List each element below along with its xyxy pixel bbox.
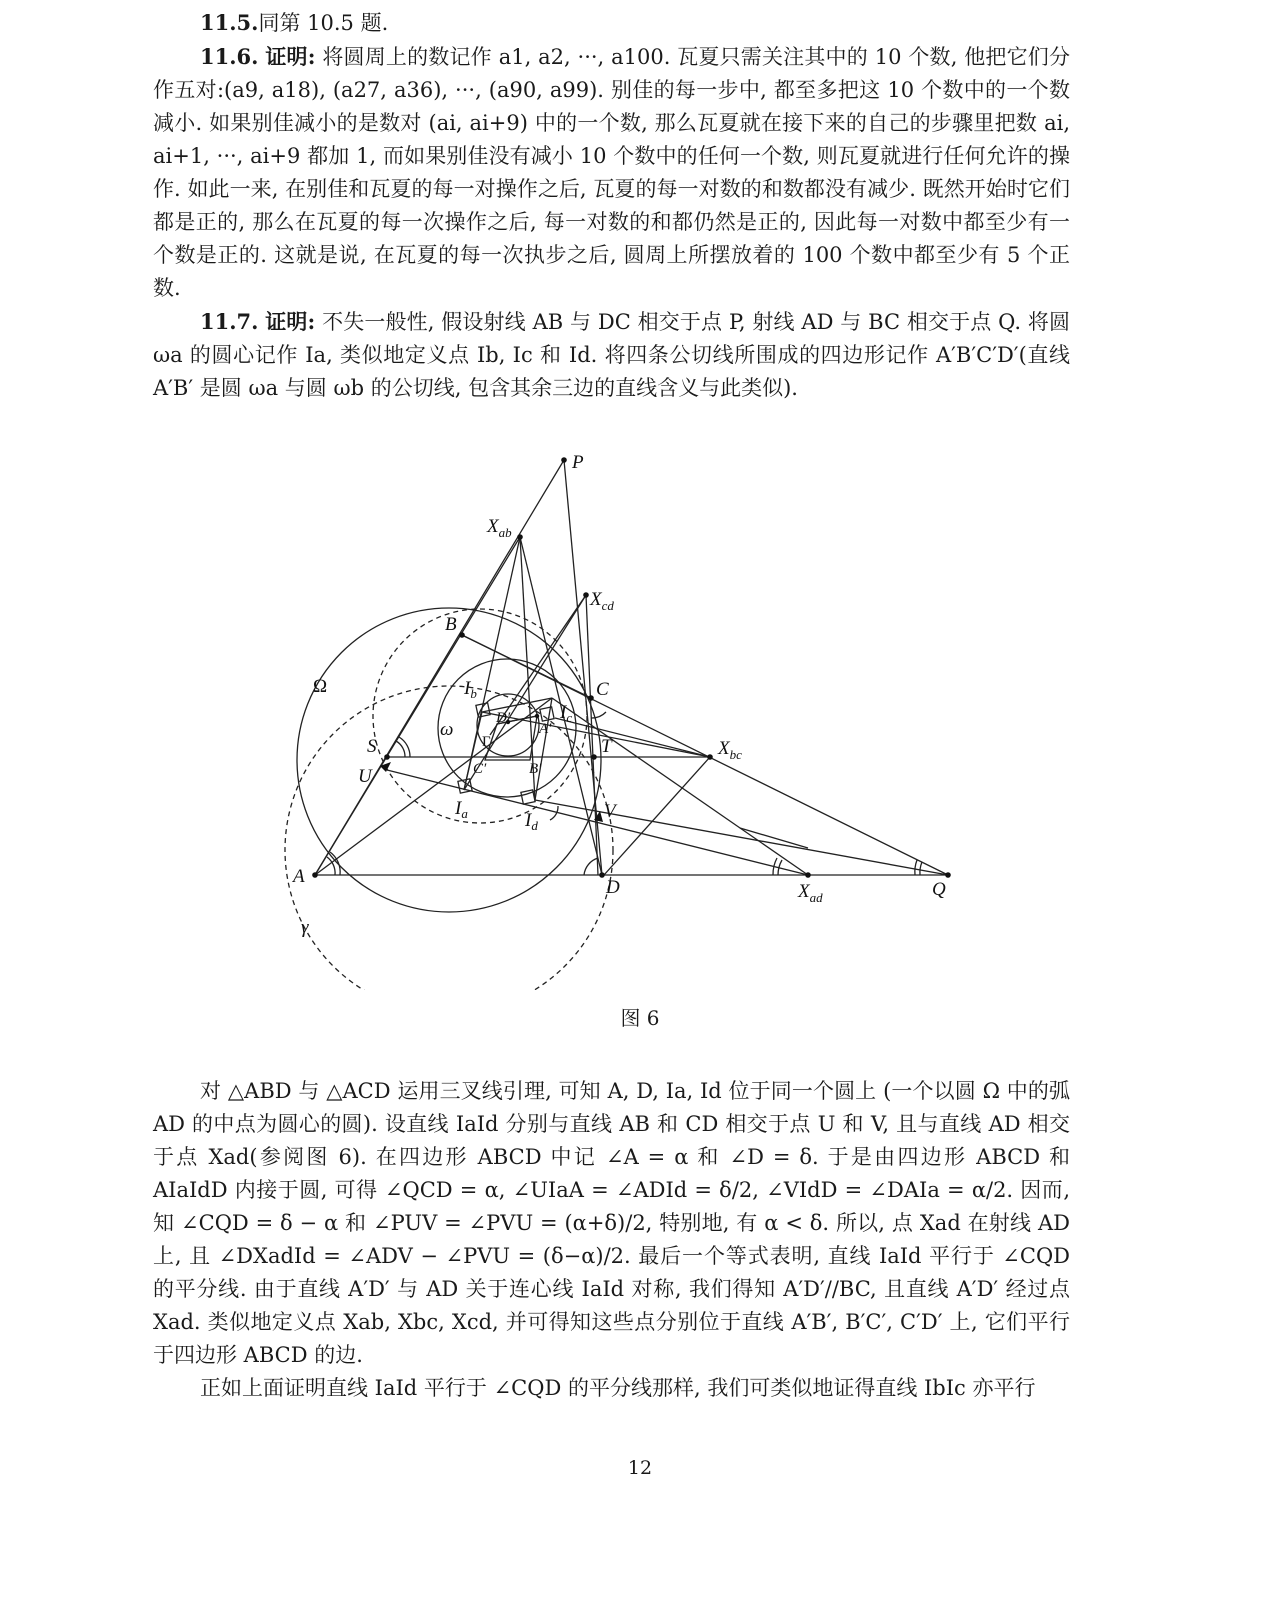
proof-lead: 证明: <box>265 44 316 69</box>
line-Ib-Ic <box>482 698 552 712</box>
problem-label: 11.6. <box>200 44 259 69</box>
point-B <box>459 632 465 638</box>
label-Xbc <box>717 738 742 762</box>
label-Omega: Ω <box>313 676 328 697</box>
problem-label: 11.5. <box>200 10 259 35</box>
right-angle-mark <box>521 790 535 804</box>
label-Ia <box>454 798 468 821</box>
page-number: 12 <box>627 1457 653 1479</box>
label-Id <box>524 810 538 833</box>
label-Ib <box>463 678 477 701</box>
angle-arc <box>920 862 922 875</box>
point-Xbc <box>707 754 713 760</box>
bottom-text-block <box>153 1075 1070 1405</box>
label-B: B <box>445 614 457 635</box>
top-text-block <box>153 6 1070 405</box>
circle-inner-outer <box>438 659 576 797</box>
geometry-figure <box>0 430 1280 990</box>
label-text: X <box>590 589 602 610</box>
label-Xab <box>486 516 512 540</box>
line-Xbc-Ib <box>482 712 710 757</box>
label-A: A <box>293 866 305 887</box>
label-text: I <box>525 810 532 831</box>
label-Ap: A′ <box>539 721 552 737</box>
label-Cp: C′ <box>473 761 487 777</box>
label-Dp: D′ <box>496 710 511 726</box>
point-Q <box>945 872 951 878</box>
label-D: D <box>606 877 620 898</box>
point-Xab <box>517 534 523 540</box>
point-A <box>312 872 318 878</box>
line-A-Ic <box>315 698 552 875</box>
proof-lead: 证明: <box>265 309 316 334</box>
inner-quadrilateral <box>485 716 537 760</box>
label-P: P <box>572 452 584 473</box>
label-Bp: B′ <box>529 761 542 777</box>
point-S <box>384 754 390 760</box>
label-Gamma: Γ <box>482 734 491 750</box>
paragraph-11-7 <box>153 305 1070 405</box>
label-sub: b <box>470 686 477 701</box>
label-text: I <box>464 678 471 699</box>
label-text: I <box>560 702 567 723</box>
figure-caption: 图 6 <box>620 1006 660 1030</box>
line-Ic-Id <box>535 698 552 800</box>
label-sub: a <box>461 806 468 821</box>
label-sub: ab <box>498 525 512 540</box>
paragraph-body: 不失一般性, 假设射线 AB 与 DC 相交于点 P, 射线 AD 与 BC 相交于点 Q. 将圆 ωa 的圆心记作 Ia, 类似地定义点 Ib, Ic 和 Id. 将四条公切线所围成的四边形记作 A′B′C′D′(直线 A′B′ 是圆 ωa 与圆 ωb 的公切线, 包含其余三边的直线含义与此类似). <box>153 310 1070 400</box>
line-Xab-A <box>315 537 520 875</box>
figure-svg <box>0 430 1280 990</box>
point-Ap <box>535 714 539 718</box>
label-sub: cd <box>601 598 614 613</box>
point-D <box>599 872 605 878</box>
label-text: I <box>455 798 462 819</box>
line-Ib-Ia <box>464 712 482 790</box>
point-Xad <box>805 872 811 878</box>
angle-arc <box>915 860 917 875</box>
label-sub: bc <box>729 747 742 762</box>
point-Xcd <box>583 592 589 598</box>
angle-arc <box>550 806 558 820</box>
paragraph-11-6 <box>153 40 1070 305</box>
label-sub: ad <box>809 890 823 905</box>
label-Xcd <box>589 589 614 613</box>
point-T <box>591 754 597 760</box>
label-text: X <box>718 738 730 759</box>
label-Q: Q <box>932 879 946 900</box>
problem-label: 11.7. <box>200 309 259 334</box>
label-S: S <box>367 736 377 757</box>
point-C <box>588 695 594 701</box>
label-text: X <box>798 881 810 902</box>
label-text: X <box>487 516 499 537</box>
label-U: U <box>358 766 372 787</box>
label-C: C <box>596 679 609 700</box>
line-short-xad <box>740 828 808 848</box>
line-Xbc-Ic <box>555 718 710 757</box>
label-sub: d <box>531 818 538 833</box>
label-sub: c <box>566 710 573 725</box>
angle-arc <box>584 858 598 875</box>
label-gamma: γ <box>301 917 309 938</box>
label-T: T <box>601 736 612 757</box>
paragraph-11-5 <box>153 6 1070 40</box>
label-V: V <box>604 801 616 822</box>
paragraph-body: 将圆周上的数记作 a1, a2, ···, a100. 瓦夏只需关注其中的 10 个数, 他把它们分作五对:(a9, a18), (a27, a36), ···, (a90, a99). 别佳的每一步中, 都至多把这 10 个数中的一个数减小. 如果别佳减小的是数对 (ai, ai+9) 中的一个数, 那么瓦夏就在接下来的自己的步骤里把数 ai, ai+1, ···, ai+9 都加 1, 而如果别佳没有减小 10 个数中的任何一个数, 则瓦夏就进行任何允许的操作. 如此一来, 在别佳和瓦夏的每一对操作之后, 瓦夏的每一对数的和数都没有减少. 既然开始时它们都是正的, 那么在瓦夏的每一次操作之后, 每一对数的和都仍然是正的, 因此每一对数中都至少有一个数是正的. 这就是说, 在瓦夏的每一次执步之后, 圆周上所摆放着的 100 个数中都至少有 5 个正数. <box>153 45 1070 300</box>
point-P <box>561 457 567 463</box>
label-Xad <box>797 881 823 905</box>
angle-arc <box>396 741 405 757</box>
paragraph-body: 对 △ABD 与 △ACD 运用三叉线引理, 可知 A, D, Ia, Id 位于同一个圆上 (一个以圆 Ω 中的弧 AD 的中点为圆心的圆). 设直线 IaId 分别与直线 AB 和 CD 相交于点 U 和 V, 且与直线 AD 相交于点 Xad(参阅图 6). 在四边形 ABCD 中记 ∠A = α 和 ∠D = δ. 于是由四边形 ABCD 和 AIaIdD 内接于圆, 可得 ∠QCD = α, ∠UIaA = ∠ADId = δ/2, ∠VIdD = ∠DAIa = α/2. 因而, 知 ∠CQD = δ − α 和 ∠PUV = ∠PVU = (α+δ)/2, 特别地, 有 α < δ. 所以, 点 Xad 在射线 AD 上, 且 ∠DXadId = ∠ADV − ∠PVU = (δ−α)/2. 最后一个等式表明, 直线 IaId 平行于 ∠CQD 的平分线. 由于直线 A′D′ 与 AD 关于连心线 IaId 对称, 我们得知 A′D′//BC, 且直线 A′D′ 经过点 Xad. 类似地定义点 Xab, Xbc, Xcd, 并可得知这些点分别位于直线 A′B′, B′C′, C′D′ 上, 它们平行于四边形 ABCD 的边. <box>153 1079 1070 1367</box>
paragraph-body: 同第 10.5 题. <box>258 11 389 35</box>
paragraph-body: 正如上面证明直线 IaId 平行于 ∠CQD 的平分线那样, 我们可类似地证得直线 IbIc 亦平行 <box>200 1376 1036 1400</box>
label-Ic <box>559 702 572 725</box>
label-omega: ω <box>440 719 454 740</box>
